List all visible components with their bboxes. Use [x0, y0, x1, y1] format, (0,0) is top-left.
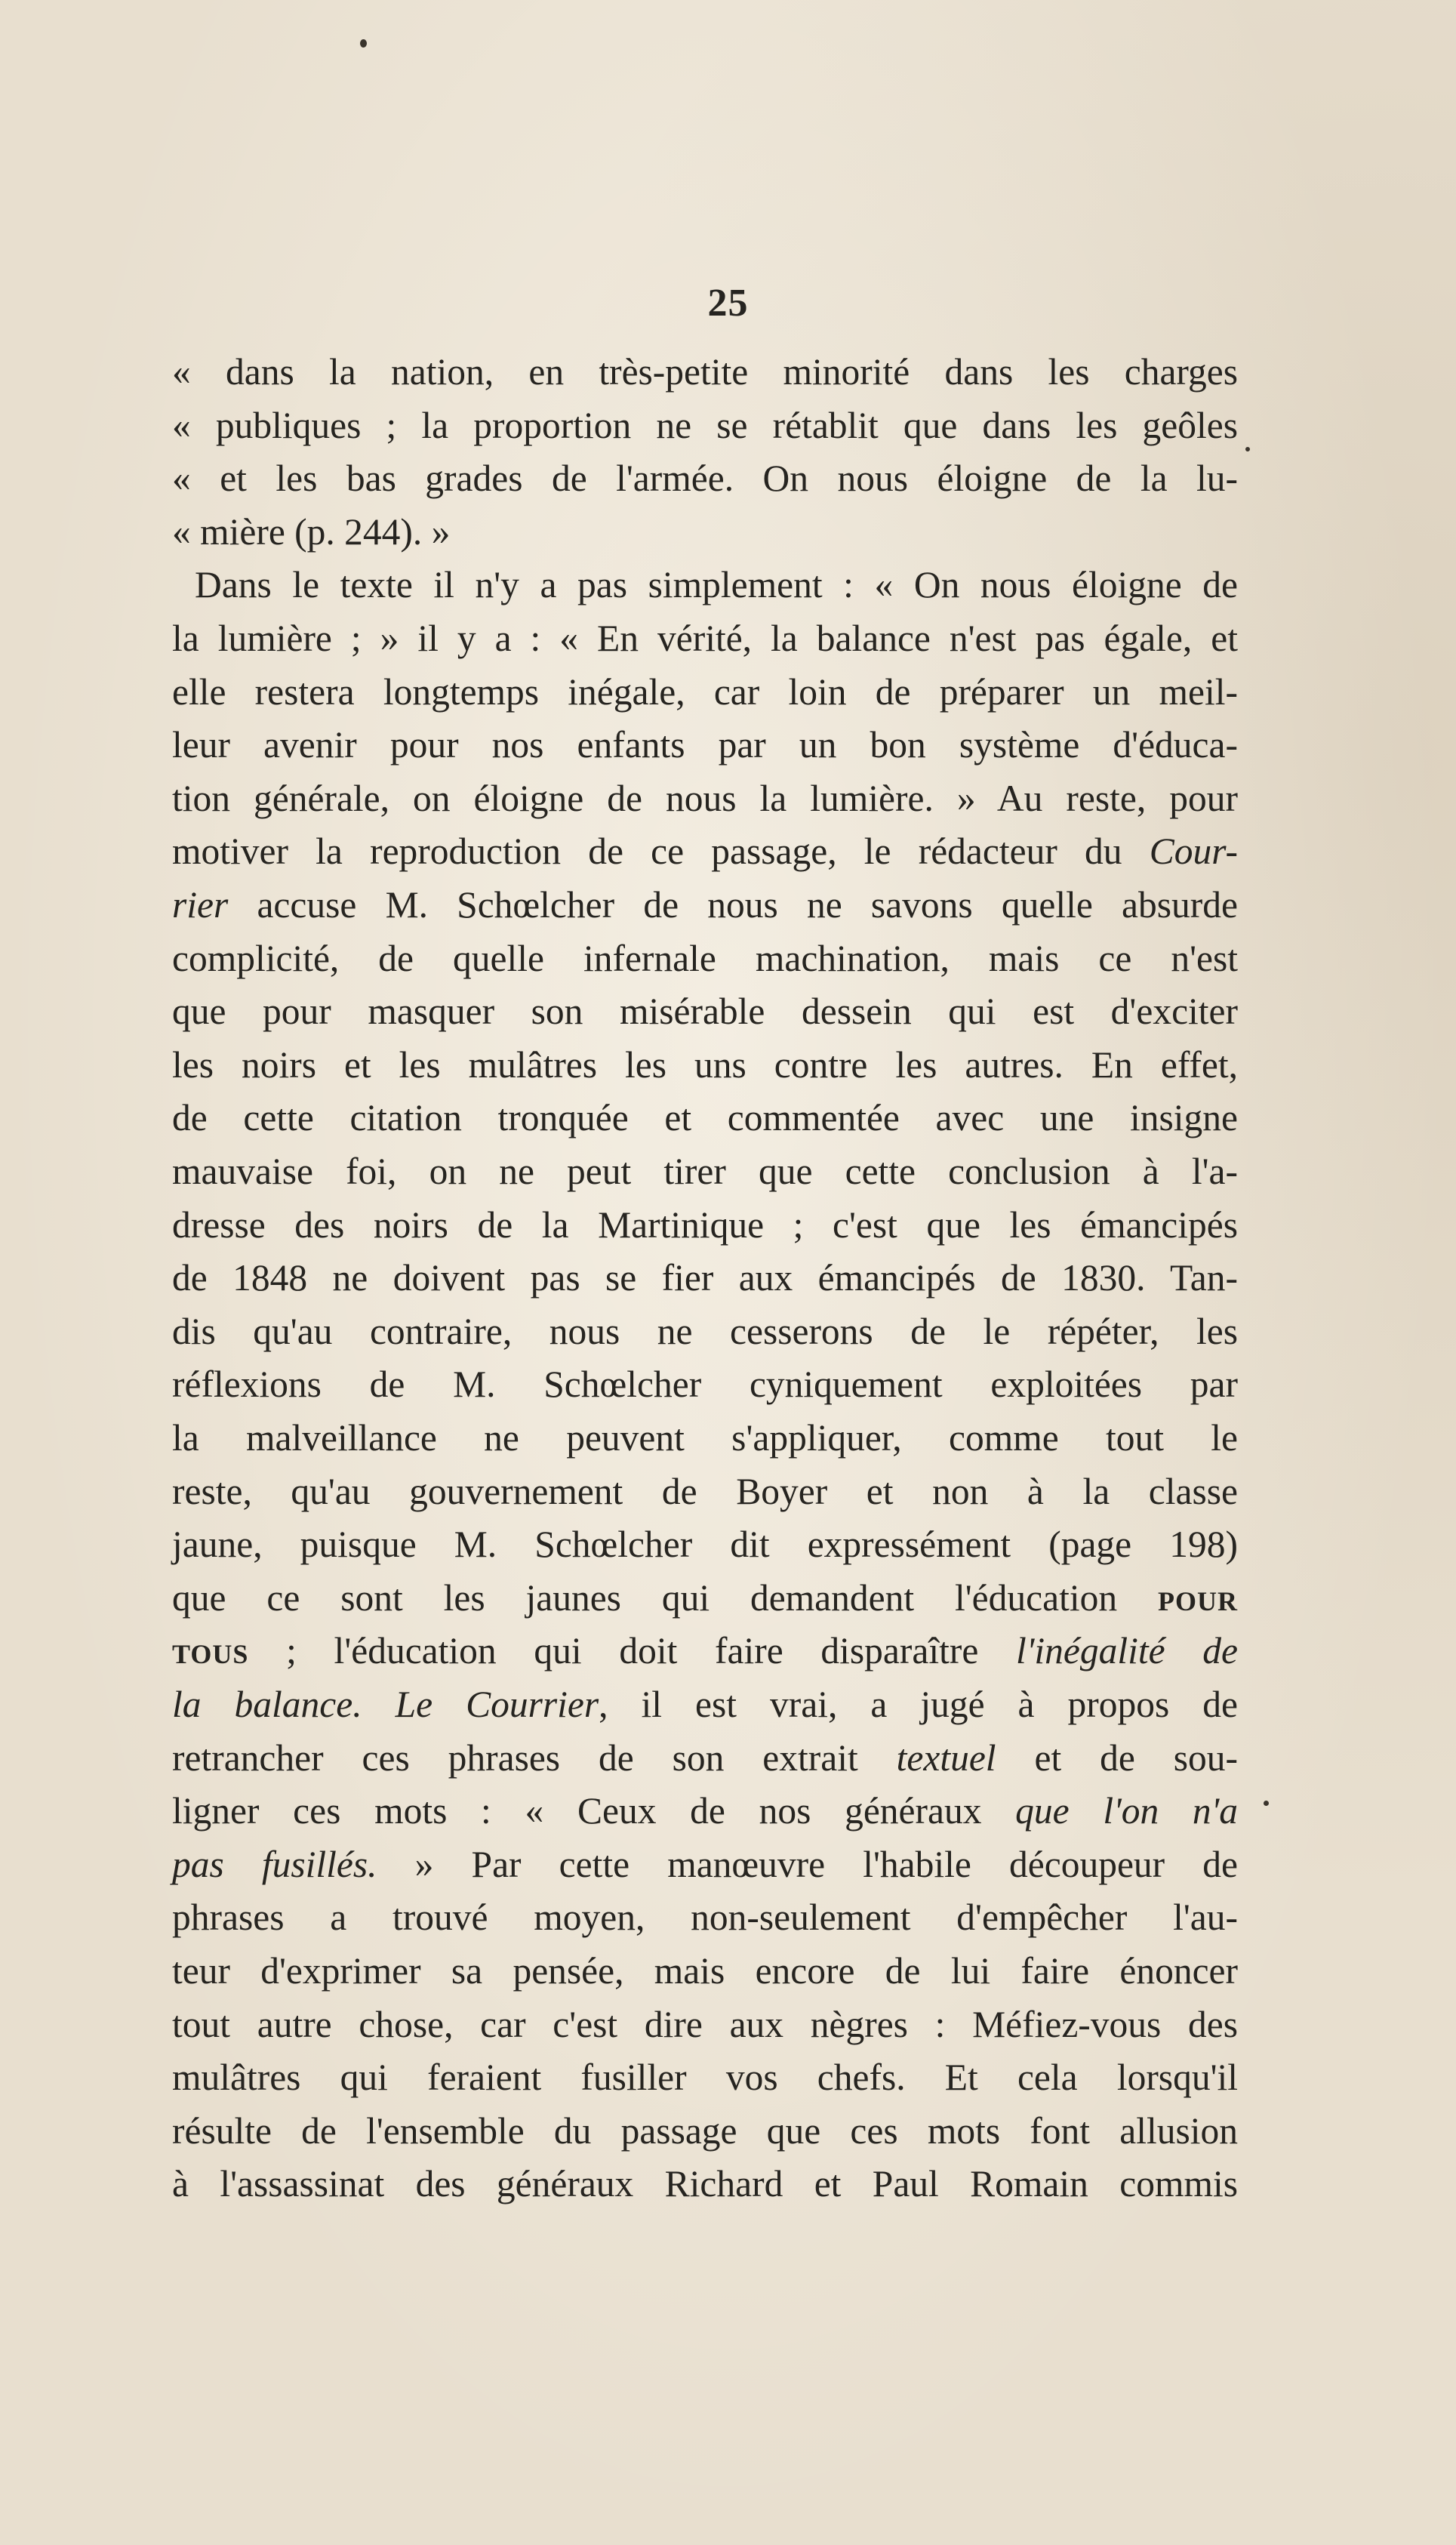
small-caps-text: TOUS [172, 1639, 249, 1670]
italic-text: l'inégalité de [1016, 1630, 1238, 1672]
line-text: Dans le texte il n'y a pas simplement : « On nous éloigne de [195, 564, 1238, 606]
italic-text: pas fusillés. [172, 1843, 377, 1885]
small-caps-text: POUR [1158, 1585, 1238, 1616]
text-line [172, 1145, 1238, 1198]
line-text: les noirs et les mulâtres les uns contre les autres. En effet, [172, 1043, 1238, 1086]
line-text: que ce sont les jaunes qui demandent l'éducation [172, 1576, 1158, 1619]
ink-speck [1245, 447, 1250, 451]
text-line [172, 1678, 1238, 1731]
text-line [172, 399, 1238, 452]
line-text: dis qu'au contraire, nous ne cesserons de le répéter, les [172, 1310, 1238, 1352]
line-text: « publiques ; la proportion ne se rétablit que dans les geôles [172, 404, 1238, 446]
line-text: et de sou- [996, 1736, 1238, 1779]
italic-text: que l'on n'a [1015, 1790, 1238, 1832]
text-line [172, 879, 1238, 932]
text-line [172, 1945, 1238, 1998]
line-text: , il est vrai, a jugé à propos de [599, 1684, 1238, 1725]
text-line [172, 1305, 1238, 1358]
text-line [172, 1891, 1238, 1944]
italic-text: rier [172, 884, 229, 926]
text-line [172, 1412, 1238, 1465]
line-text: retrancher ces phrases de son extrait [172, 1736, 897, 1779]
text-line [172, 2051, 1238, 2104]
text-line [172, 1998, 1238, 2051]
line-text: résulte de l'ensemble du passage que ces mots font allusion [172, 2109, 1238, 2152]
text-line [172, 719, 1238, 772]
text-line [172, 1092, 1238, 1145]
line-text: la lumière ; » il y a : « En vérité, la balance n'est pas égale, et [172, 618, 1238, 659]
italic-text: textuel [896, 1736, 996, 1779]
line-text: « et les bas grades de l'armée. On nous éloigne de la lu- [172, 458, 1238, 500]
line-text: motiver la reproduction de ce passage, le rédacteur du [172, 830, 1150, 873]
line-text: réflexions de M. Schœlcher cyniquement exploitées par [172, 1363, 1238, 1406]
line-text: tout autre chose, car c'est dire aux nègres : Méfiez-vous des [172, 2003, 1238, 2045]
text-line [172, 1838, 1238, 1891]
text-line [172, 1625, 1238, 1678]
line-text: ligner ces mots : « Ceux de nos généraux [172, 1790, 1016, 1832]
text-line [172, 1732, 1238, 1785]
line-text: mauvaise foi, on ne peut tirer que cette conclusion à l'a- [172, 1151, 1238, 1192]
line-text: leur avenir pour nos enfants par un bon système d'éduca- [172, 724, 1238, 766]
line-text: la malveillance ne peuvent s'appliquer, comme tout le [172, 1417, 1238, 1459]
line-text: dresse des noirs de la Martinique ; c'est que les émancipés [172, 1203, 1238, 1246]
line-text: ; l'éducation qui doit faire disparaître [248, 1630, 1017, 1672]
line-text: phrases a trouvé moyen, non-seulement d'empêcher l'au- [172, 1896, 1238, 1939]
text-line [172, 825, 1238, 878]
text-line [172, 985, 1238, 1038]
text-line [172, 452, 1238, 505]
italic-text: la balance. Le Courrier [172, 1684, 599, 1725]
text-line [172, 2105, 1238, 2158]
page-number: 25 [707, 282, 749, 325]
line-text: tion générale, on éloigne de nous la lumière. » Au reste, pour [172, 777, 1238, 819]
text-line [172, 506, 1238, 559]
line-text: à l'assassinat des généraux Richard et Paul Romain commis [172, 2163, 1238, 2205]
line-text: complicité, de quelle infernale machination, mais ce n'est [172, 937, 1238, 979]
line-text: reste, qu'au gouvernement de Boyer et non à la classe [172, 1470, 1238, 1512]
line-text: accuse M. Schœlcher de nous ne savons quelle absurde [228, 884, 1238, 926]
text-line [195, 559, 1238, 612]
line-text: que pour masquer son misérable dessein qui est d'exciter [172, 991, 1238, 1033]
text-line [172, 1465, 1238, 1518]
line-text: teur d'exprimer sa pensée, mais encore de lui faire énoncer [172, 1950, 1238, 1992]
text-line [172, 2158, 1238, 2211]
body-text [172, 346, 1238, 2248]
text-line [172, 1358, 1238, 1411]
text-line [172, 1252, 1238, 1305]
italic-text: Cour- [1149, 830, 1238, 873]
text-line [172, 346, 1238, 399]
text-line [172, 1199, 1238, 1252]
text-line [172, 1785, 1238, 1838]
text-line [172, 932, 1238, 985]
ink-speck [1264, 1801, 1269, 1806]
text-line [172, 1039, 1238, 1092]
line-text: « mière (p. 244). » [172, 510, 451, 553]
line-text: » Par cette manœuvre l'habile découpeur de [377, 1843, 1238, 1885]
line-text: de 1848 ne doivent pas se fier aux émancipés de 1830. Tan- [172, 1257, 1238, 1299]
line-text: mulâtres qui feraient fusiller vos chefs. Et cela lorsqu'il [172, 2057, 1238, 2099]
line-text: de cette citation tronquée et commentée avec une insigne [172, 1097, 1238, 1139]
text-line [172, 612, 1238, 665]
text-line [172, 1518, 1238, 1571]
text-line [172, 666, 1238, 719]
ink-speck [360, 39, 367, 48]
line-text: elle restera longtemps inégale, car loin de préparer un meil- [172, 670, 1238, 713]
text-line [172, 1572, 1238, 1625]
line-text: jaune, puisque M. Schœlcher dit expressément (page 198) [172, 1524, 1238, 1566]
text-line [172, 772, 1238, 825]
line-text: « dans la nation, en très-petite minorité dans les charges [172, 351, 1238, 393]
